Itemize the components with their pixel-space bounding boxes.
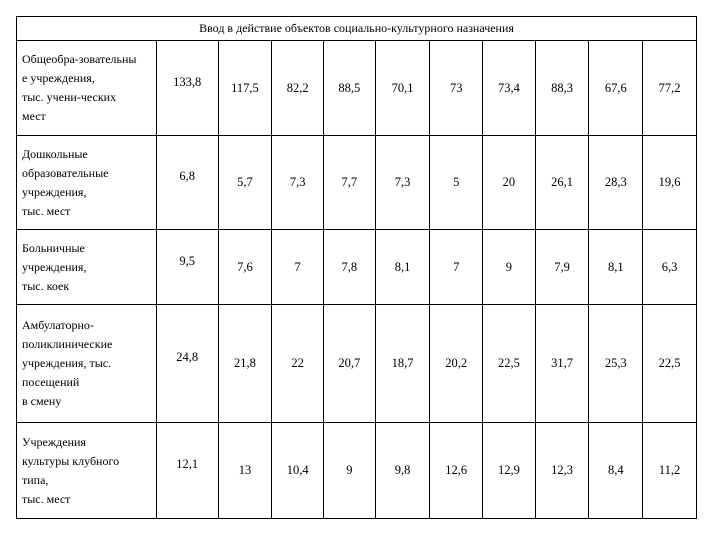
value-text: 73: [449, 80, 463, 95]
row-label-line: Дошкольные: [22, 146, 88, 161]
value-text: 21,8: [234, 356, 256, 370]
value-text: 12,6: [445, 463, 468, 477]
value-text: 22,5: [497, 356, 520, 370]
value-cell: [156, 41, 218, 136]
value-text: 7,3: [394, 175, 411, 189]
value-cell: [323, 230, 375, 305]
value-text: 28,3: [604, 175, 627, 189]
value-text: 7,9: [554, 259, 570, 274]
value-text: 77,2: [658, 80, 681, 95]
row-label-line: мест: [22, 109, 46, 123]
value-cell: [535, 136, 589, 230]
table-title: Ввод в действие объектов социально-культурного назначения: [17, 17, 697, 41]
value-cell: [218, 136, 272, 230]
value-text: 13: [238, 463, 252, 477]
table-row: [17, 305, 697, 423]
row-label-line: Общеобра-зовательны: [22, 52, 137, 66]
value-text: 6,8: [179, 169, 196, 183]
value-cell: [430, 230, 483, 305]
value-cell: [535, 230, 589, 305]
value-text: 12,3: [551, 463, 574, 477]
value-text: 20,7: [338, 356, 361, 370]
value-cell: [375, 305, 430, 423]
value-cell: [643, 305, 697, 423]
value-cell: [430, 136, 483, 230]
value-cell: [323, 305, 375, 423]
value-cell: [323, 41, 375, 136]
value-cell: [430, 41, 483, 136]
row-label-line: учреждения,: [22, 259, 87, 274]
value-text: 8,1: [607, 259, 624, 274]
value-text: 9,8: [394, 463, 411, 477]
row-label-line: тыс. мест: [22, 491, 71, 506]
row-label-line: тыс. учени-ческих: [22, 90, 117, 104]
value-cell: [483, 230, 536, 305]
row-label-line: поликлинические: [22, 337, 113, 351]
value-cell: [375, 41, 430, 136]
value-text: 7,8: [341, 259, 358, 274]
value-cell: [483, 423, 536, 519]
value-cell: [272, 305, 324, 423]
value-text: 19,6: [658, 175, 681, 189]
value-text: 20,2: [445, 356, 468, 370]
row-label-line: учреждения, тыс.: [22, 356, 112, 370]
value-text: 8,4: [607, 463, 624, 477]
row-label-line: е учреждения,: [22, 71, 95, 85]
value-cell: [218, 230, 272, 305]
row-label-line: тыс. коек: [22, 278, 70, 293]
value-cell: [589, 423, 643, 519]
value-text: 7: [453, 259, 460, 274]
value-cell: [589, 305, 643, 423]
value-cell: [535, 423, 589, 519]
value-text: 8,1: [394, 259, 411, 274]
value-text: 25,3: [604, 356, 627, 370]
value-cell: [589, 230, 643, 305]
value-cell: [430, 305, 483, 423]
table-row: [17, 423, 697, 519]
row-label: [17, 305, 157, 423]
value-text: 22,5: [658, 356, 681, 370]
value-cell: [272, 136, 324, 230]
value-text: 6,3: [661, 259, 678, 274]
value-cell: [156, 423, 218, 519]
value-cell: [156, 230, 218, 305]
row-label: [17, 136, 157, 230]
value-text: 7,7: [341, 175, 358, 189]
row-label-line: посещений: [22, 375, 80, 389]
value-cell: [643, 230, 697, 305]
value-text: 20: [502, 175, 516, 189]
row-label-line: Больничные: [22, 240, 85, 255]
value-text: 73,4: [497, 80, 520, 95]
value-text: 12,9: [497, 463, 520, 477]
value-cell: [483, 41, 536, 136]
value-cell: [643, 136, 697, 230]
value-text: 88,3: [551, 80, 574, 95]
value-text: 12,1: [176, 457, 199, 471]
table-row: [17, 230, 697, 305]
social-facilities-table: [16, 16, 697, 519]
value-text: 7,3: [289, 175, 306, 189]
value-cell: [272, 230, 324, 305]
value-cell: [483, 305, 536, 423]
value-cell: [643, 423, 697, 519]
value-cell: [323, 136, 375, 230]
value-text: 5,7: [237, 175, 253, 189]
value-text: 10,4: [286, 463, 309, 477]
value-text: 133,8: [173, 74, 202, 89]
row-label-line: учреждения,: [22, 184, 87, 199]
row-label: [17, 423, 157, 519]
row-label-line: тыс. мест: [22, 203, 71, 218]
value-cell: [218, 423, 272, 519]
value-text: 31,7: [551, 356, 574, 370]
value-text: 7,6: [237, 259, 253, 274]
table-row: [17, 136, 697, 230]
value-cell: [643, 41, 697, 136]
value-text: 9: [346, 463, 353, 477]
value-cell: [589, 41, 643, 136]
row-label-line: культуры клубного: [22, 453, 120, 468]
row-label-line: типа,: [22, 472, 49, 487]
value-cell: [218, 41, 272, 136]
row-label: [17, 230, 157, 305]
value-text: 88,5: [338, 80, 361, 95]
value-cell: [430, 423, 483, 519]
value-text: 5: [453, 175, 460, 189]
value-cell: [272, 423, 324, 519]
value-text: 18,7: [391, 356, 414, 370]
value-text: 26,1: [551, 175, 574, 189]
value-text: 9: [505, 259, 513, 274]
value-text: 22: [291, 356, 304, 370]
value-cell: [218, 305, 272, 423]
value-text: 82,2: [286, 80, 309, 95]
row-label-line: Амбулаторно-: [22, 318, 94, 332]
value-cell: [156, 136, 218, 230]
value-text: 117,5: [231, 80, 259, 95]
value-text: 11,2: [658, 463, 681, 477]
value-cell: [483, 136, 536, 230]
value-text: 24,8: [176, 350, 199, 364]
value-text: 70,1: [391, 80, 414, 95]
value-cell: [375, 136, 430, 230]
value-cell: [375, 230, 430, 305]
value-cell: [535, 305, 589, 423]
row-label-line: образовательные: [22, 165, 109, 180]
value-text: 7: [294, 259, 301, 274]
value-cell: [272, 41, 324, 136]
value-cell: [375, 423, 430, 519]
row-label: [17, 41, 157, 136]
value-cell: [589, 136, 643, 230]
row-label-line: Учреждения: [22, 434, 86, 449]
value-cell: [323, 423, 375, 519]
value-cell: [156, 305, 218, 423]
table-row: [17, 41, 697, 136]
value-text: 67,6: [604, 80, 627, 95]
value-text: 9,5: [179, 253, 196, 268]
value-cell: [535, 41, 589, 136]
row-label-line: в смену: [22, 394, 62, 408]
